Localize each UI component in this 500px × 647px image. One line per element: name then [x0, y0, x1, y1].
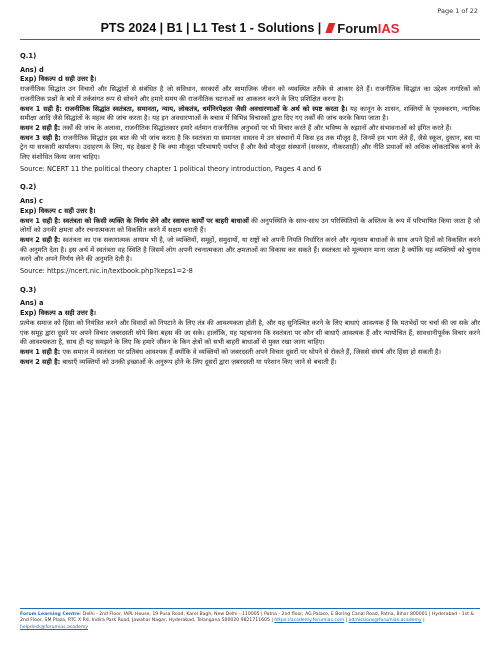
paragraph-text: स्वतंत्रता का एक सकारात्मक आयाम भी है, जो व्यक्तियों, समूहों, समुदायों, या राष्ट्रों को अपनी नियति निर्धारित करने और न्यूनतम बाधाओं के साथ अपने हितों को विकसित करने की अनुमति देता है। इस अर्थ में स्वतंत्रता वह स्थिति है जिसमें लोग अपनी रचनात्मकता और क्षमताओं का विकास कर सकते हैं। स्वतंत्रता को मूल्यवान माना जाता है क्योंकि यह व्यक्तियों को चुनाव करने और अपने निर्णय लेने की अनुमति देती है।	[20, 235, 480, 264]
statement-label: कथन 2 सही है:	[20, 235, 61, 244]
paragraph-text: राजनीतिक सिद्धांत उन विचारों और सिद्धांतों से संबंधित है जो संविधान, सरकारों और सामाजिक जीवन को व्यवस्थित तरीके से आकार देते हैं। राजनीतिक सिद्धांत का उद्देश्य नागरिकों को राजनीतिक प्रश्नों के बारे में तर्कसंगत रूप से सोचने और हमारे समय की राजनीतिक घटनाओं का आकलन करने के लिए प्रशिक्षित करना है।	[20, 85, 480, 103]
question-number: Q.1)	[20, 52, 37, 60]
explanation-title: Exp) विकल्प c सही उत्तर है।	[20, 206, 96, 215]
statement-label: कथन 1 सही है: स्वतंत्रता को किसी व्यक्ति के निर्णय लेने और स्वायत्त कार्यों पर बाहरी बाधाओं	[20, 216, 249, 225]
explanation-paragraph	[20, 105, 480, 124]
answer-line: Ans) d	[20, 65, 44, 74]
paragraph-text: राजनीतिक सिद्धांत इस बात की भी जांच करता है कि स्वतंत्रता या समानता वास्तव में उन संस्थानों में किस हद तक मौजूद है, जिनमें हम भाग लेते हैं, जैसे स्कूल, दुकान, बस या ट्रेन या सरकारी कार्यालय। उदाहरण के लिए, यह देखता है कि क्या मौजूदा परिभाषाएँ पर्याप्त हैं और कैसे मौजूदा संस्थानों (सरकार, नौकरशाही) और नीति प्रथाओं को अधिक लोकतांत्रिक बनने के लिए संशोधित किया जाना चाहिए।	[20, 133, 480, 162]
solutions-content	[20, 52, 480, 376]
paragraph-text: बाधाएँ व्यक्तियों को उनकी इच्छाओं के अनुरूप होने के लिए दूसरों द्वारा ज़बरदस्ती या परेशान किए जाने से बचाती हैं।	[60, 357, 337, 366]
document-header	[20, 17, 480, 40]
source-line: Source: NCERT 11 the political theory chapter 1 political theory introduction, Pages 4 and 6	[20, 164, 322, 173]
statement-label: कथन 2 सही है:	[20, 123, 61, 132]
question-number: Q.3)	[20, 285, 37, 294]
explanation-title: Exp) विकल्प d सही उत्तर है।	[20, 75, 97, 84]
logo-mark-icon	[325, 23, 335, 33]
explanation-paragraph	[20, 358, 480, 368]
explanation-paragraph	[20, 348, 480, 358]
footer-address: : Delhi - 2nd Floor, IAPL House, 19 Pusa Road, Karol Bagh, New Delhi - 110005 | Patna - 2nd floor, AG Palace, E Boring Canal Road, Patna, Bihar 800001 | Hyderabad - 1st & 2nd Floor, SM Plaza, RTC X Rd, Indira Park Road, Jawahar Nagar, Hyderabad, Telangana 500020	[20, 611, 474, 624]
header-title: PTS 2024 | B1 | L1 Test 1 - Solutions |	[100, 21, 322, 35]
answer-line: Ans) a	[20, 299, 44, 308]
page-number: Page 1 of 22	[437, 7, 478, 15]
explanation-paragraph	[20, 236, 480, 265]
explanation-paragraph	[20, 217, 480, 236]
statement-label: कथन 1 सही है:	[20, 347, 61, 356]
paragraph-text: प्रत्येक समाज को हिंसा को नियंत्रित करने और विवादों को निपटाने के लिए तंत्र की आवश्यकता होती है, और यह सुनिश्चित करने के लिए बाधाएं आवश्यक हैं कि मतभेदों पर चर्चा की जा सके और एक समूह द्वारा दूसरे पर अपने विचार जबरदस्ती थोपे बिना बहस की जा सके। हालाँकि, यह पहचानना कि स्वतंत्रता पर कौन सी बाधाएँ आवश्यक हैं और न्यायोचित हैं, सावधानीपूर्वक विचार करने की आवश्यकता है, साथ ही यह समझने के लिए कि हमारे जीवन के किन क्षेत्रों को सभी बाहरी बाधाओं से मुक्त रखा जाना चाहिए।	[20, 318, 480, 347]
paragraph-text: यह कानून के शासन, शक्तियों के पृथक्करण, न्यायिक समीक्षा आदि जैसे सिद्धांतों के महत्व की जांच करता है। यह इन अवधारणाओं के बचाव में विभिन्न विचारकों द्वारा दिए गए तर्कों की जांच करके किया जाता है।	[20, 104, 480, 123]
explanation-paragraph	[20, 134, 480, 163]
explanation-paragraph	[20, 85, 480, 104]
question-block	[20, 183, 480, 276]
footer-admissions-email[interactable]: admissions@forumias.academy	[348, 618, 422, 624]
footer-website-link[interactable]: https://academy.forumias.com	[274, 618, 345, 624]
statement-label: कथन 1 सही है: राजनीतिक सिद्धांत स्वतंत्रता, समानता, न्याय, लोकतंत्र, धर्मनिरपेक्षता जैसी अवधारणाओं के अर्थ को स्पष्ट करता है।	[20, 104, 348, 113]
page-footer: Forum Learning Centre: Delhi - 2nd Floor, IAPL House, 19 Pusa Road, Karol Bagh, New Delhi - 110005 | Patna - 2nd floor, AG Palace, E Boring Canal Road, Patna, Bihar 800001 | Hyderabad - 1st & 2nd Floor, SM Plaza, RTC X Rd, Indira Park Road, Jawahar Nagar, Hyderabad, Telangana 500020 9821711605 | https://academy.forumias.com | admissions@forumias.academy | helpdesk@forumias.academy	[20, 608, 480, 631]
logo-text: ForumIAS	[337, 20, 400, 36]
paragraph-text: तर्कों की जांच के अलावा, राजनीतिक सिद्धांतकार हमारे वर्तमान राजनीतिक अनुभवों पर भी विचार करते हैं और भविष्य के रुझानों और संभावनाओं को इंगित करते हैं।	[60, 123, 452, 132]
question-block	[20, 286, 480, 368]
footer-helpdesk-email[interactable]: helpdesk@forumias.academy	[20, 624, 89, 630]
footer-brand: Forum Learning Centre	[20, 611, 80, 617]
footer-phone: 9821711605 |	[240, 618, 275, 624]
question-block	[20, 52, 480, 174]
statement-label: कथन 3 सही है:	[20, 133, 61, 142]
explanation-paragraph	[20, 319, 480, 348]
source-line: Source: https://ncert.nic.in/textbook.php?keps1=2-8	[20, 267, 193, 276]
explanation-title: Exp) विकल्प a सही उत्तर है।	[20, 309, 96, 318]
paragraph-text: की अनुपस्थिति के साथ-साथ उन परिस्थितियों के अस्तित्व के रूप में परिभाषित किया जाता है जो लोगों को उनकी क्षमता और रचनात्मकता को विकसित करने में सक्षम बनाती हैं।	[20, 216, 480, 235]
question-number: Q.2)	[20, 183, 37, 192]
statement-label: कथन 2 सही है:	[20, 357, 61, 366]
explanation-paragraph	[20, 124, 480, 134]
answer-line: Ans) c	[20, 197, 43, 206]
paragraph-text: एक समाज में स्वतंत्रता पर प्रतिबंध आवश्यक हैं क्योंकि वे व्यक्तियों को जबरदस्ती अपने विचार दूसरों पर थोपने से रोकते हैं, जिससे संघर्ष और हिंसा हो सकती है।	[60, 347, 442, 356]
forumias-logo	[325, 21, 399, 36]
